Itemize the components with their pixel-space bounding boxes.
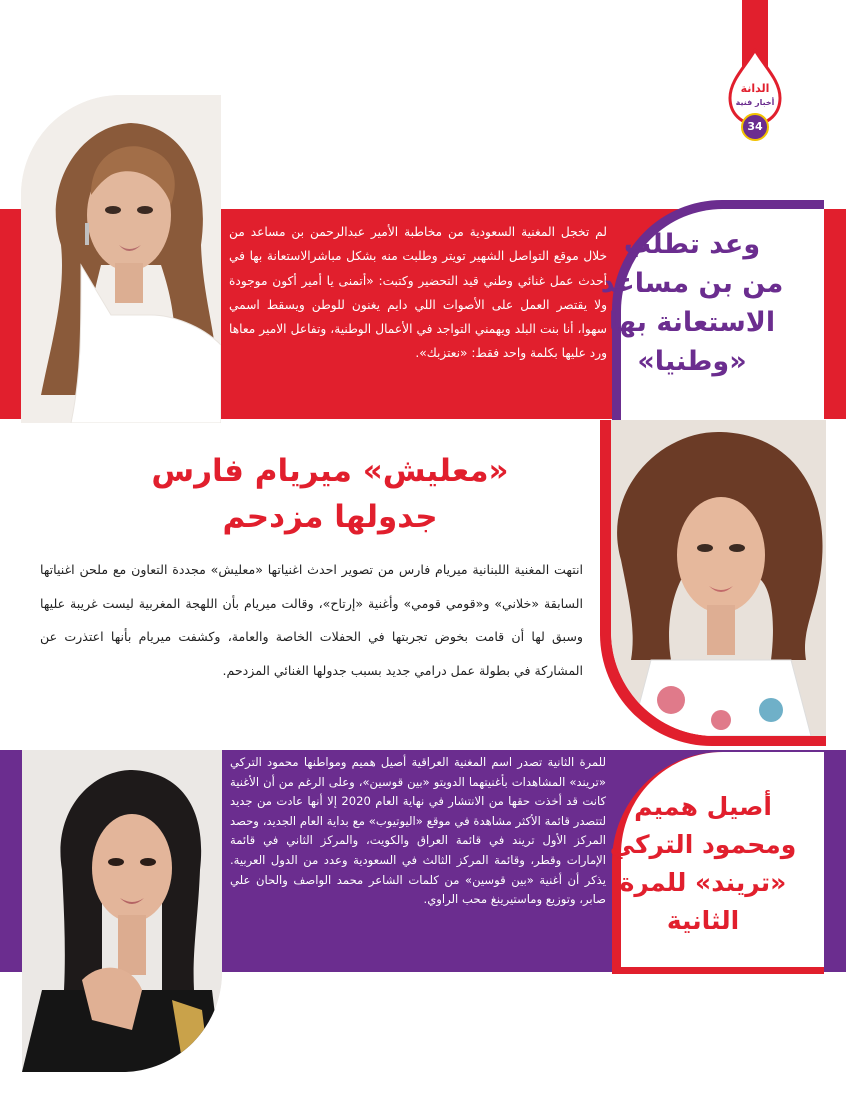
page-number: 34 <box>741 113 769 141</box>
portrait-illustration-2 <box>611 420 826 736</box>
story2-photo <box>611 420 826 736</box>
section-label: أخبار فنية <box>735 98 775 107</box>
story1-headline <box>592 225 792 381</box>
story1-headline-line: «وطنيا» <box>637 346 747 377</box>
story3-headline-line: الثانية <box>666 906 740 935</box>
story1-headline-line: الاستعانة بها <box>608 307 776 338</box>
story2-headline-line: «معليش» ميريام فارس <box>151 453 509 489</box>
story2-body: انتهت المغنية اللبنانية ميريام فارس من تصوير احدث اغنياتها «معليش» مجددة التعاون مع ملحن اغنياتها السابقة «خلاني» و«قومي قومي» وأغنية «إرتاح»، وقالت ميريام بأن اللهجة المغربية ليست غريبة عليها وسبق لها أن قامت بخوض تجربتها في الحفلات الخاصة والعامة، وكشفت ميريام بأنها اعتذرت عن المشاركة في بطولة عمل درامي جديد بسبب جدولها الغنائي المزدحم. <box>40 562 583 678</box>
story3-body: للمرة الثانية تصدر اسم المغنية العراقية أصيل هميم ومواطنها محمود التركي «تريند» المشاهدات بأغنيتهما الدويتو «بين قوسين»، وعلى الرغم من أن الأغنية كانت قد أخذت حقها من الانتشار في نهاية العام 2020 إلا أنها عادت من جديد لتتصدر قائمة الأكثر مشاهدة في موقع «اليوتيوب» مع بداية العام الجديد، وحصد المركز الأول تريند في قائمة العراق والكويت، والمركز الثاني في قائمة الإمارات وقطر، وقائمة المركز الثالث في السعودية وعدد من الدول العربية. يذكر أن أغنية «بين قوسين» من كلمات الشاعر محمد الواصف والحان علي صابر، وتوزيع وماستيرينغ محب الراوي. <box>230 755 606 907</box>
story2-headline-line: جدولها مزدحم <box>222 499 438 535</box>
story2-headline <box>150 448 510 540</box>
story3-photo <box>22 750 222 1072</box>
story3-headline <box>608 788 798 940</box>
story1-headline-line: وعد تطلب <box>623 229 761 260</box>
story3-headline-line: أصيل هميم <box>634 792 772 821</box>
magazine-logo-title: الدانة <box>740 82 770 95</box>
portrait-illustration-3 <box>22 750 222 1072</box>
story3-headline-line: ومحمود التركي <box>609 830 797 859</box>
story1-headline-line: من بن مساعد <box>600 268 784 299</box>
story1-body: لم تخجل المغنية السعودية من مخاطبة الأمير عبدالرحمن بن مساعد من خلال موقع التواصل الشهير تويتر وطلبت منه بشكل مباشرالاستعانة بها في أحدث عمل غنائي وطني قيد التحضير وكتبت: «أتمنى يا أمير أكون موجودة ولا يقتصر العمل على الأصوات اللي دايم يغنون للوطن ويسقط اسمي سهوا، أنا بنت البلد ويهمني التواجد في الأعمال الوطنية، وتفاعل الامير معاها ورد عليها بكلمة واحد فقط: «نعتزبك». <box>229 225 607 361</box>
story3-headline-line: «تريند» للمرة <box>619 868 787 897</box>
portrait-illustration-1 <box>21 95 221 423</box>
story1-photo <box>21 95 221 423</box>
